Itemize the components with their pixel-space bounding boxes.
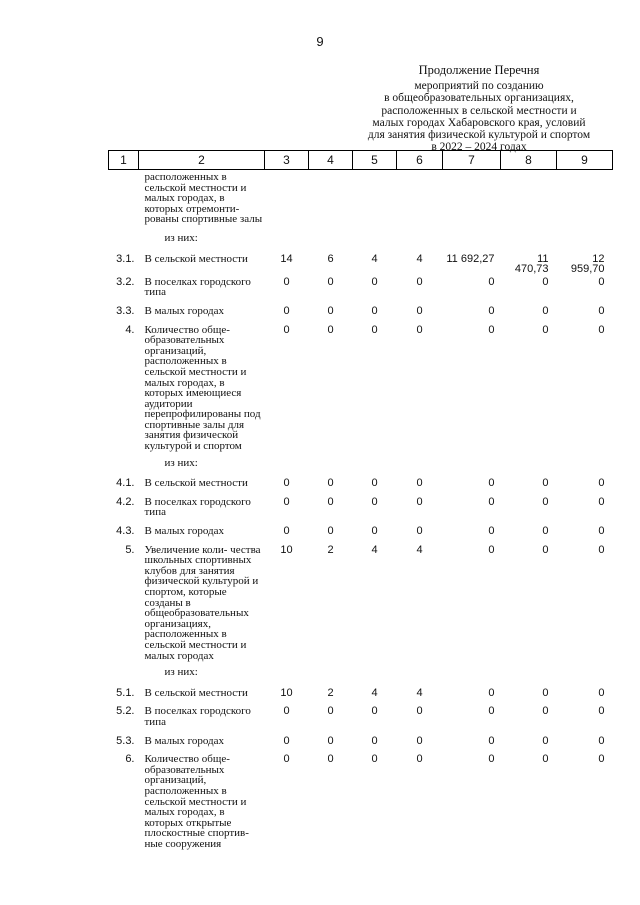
value-cell: 0 (488, 323, 495, 336)
value-cell: 10 (280, 543, 293, 556)
value-cell: 0 (598, 543, 605, 556)
value-cell (501, 233, 557, 252)
table-row (109, 458, 613, 477)
value-cell (557, 233, 613, 252)
page-number: 9 (316, 34, 324, 49)
value-cell (501, 458, 557, 477)
table-row (109, 524, 613, 543)
value-cell: 0 (283, 495, 290, 508)
value-cell (309, 667, 353, 686)
value-cell (353, 458, 397, 477)
value-cell: 0 (542, 495, 549, 508)
value-cell: 0 (542, 525, 549, 538)
row-number: 3.2. (116, 275, 135, 288)
heading-line: малых городах Хабаровского края, условий (372, 116, 586, 129)
value-cell (265, 667, 309, 686)
row-number: 5. (125, 543, 135, 556)
value-cell: 0 (488, 705, 495, 718)
value-cell: 0 (327, 525, 334, 538)
column-header: 3 (265, 151, 309, 170)
table-row (109, 686, 613, 705)
value-cell (309, 233, 353, 252)
value-cell (443, 667, 501, 686)
value-cell: 0 (598, 686, 605, 699)
value-cell: 4 (416, 686, 423, 699)
row-description: из них: (164, 231, 198, 244)
table-row (109, 170, 613, 233)
value-cell: 0 (488, 495, 495, 508)
value-cell (353, 170, 397, 233)
value-cell: 0 (488, 686, 495, 699)
value-cell: 10 (280, 686, 293, 699)
value-cell: 0 (371, 734, 378, 747)
table-body (109, 170, 613, 856)
column-header: 9 (557, 151, 613, 170)
value-cell: 0 (327, 304, 334, 317)
table-row (109, 323, 613, 458)
value-cell: 0 (598, 304, 605, 317)
value-cell: 0 (283, 705, 290, 718)
row-number: 4.3. (116, 525, 135, 538)
value-cell: 0 (416, 705, 423, 718)
value-cell: 0 (327, 753, 334, 766)
value-cell: 0 (327, 477, 334, 490)
value-cell: 0 (542, 705, 549, 718)
value-cell (397, 458, 443, 477)
column-header: 7 (443, 151, 501, 170)
row-description: В сельской местности (144, 252, 248, 265)
value-cell (443, 170, 501, 233)
measures-table (108, 150, 613, 855)
value-cell: 0 (327, 323, 334, 336)
column-header: 2 (139, 151, 265, 170)
value-cell: 0 (488, 477, 495, 490)
value-cell: 0 (542, 734, 549, 747)
value-cell (443, 458, 501, 477)
value-cell: 0 (598, 275, 605, 288)
heading-line: в 2022 – 2024 годах (431, 141, 527, 154)
value-cell: 11 692,27 (446, 252, 495, 265)
table-row (109, 476, 613, 495)
column-header: 4 (309, 151, 353, 170)
value-cell: 0 (542, 543, 549, 556)
value-cell: 0 (283, 734, 290, 747)
row-description: В поселках городского типа (144, 275, 251, 299)
document-heading (348, 64, 610, 153)
table-row (109, 543, 613, 668)
value-cell: 0 (488, 275, 495, 288)
value-cell: 0 (283, 275, 290, 288)
row-description: Количество обще- образовательных организаций, расположенных в сельской местности и малых городах, в которых имеющиеся аудитории перепрофилированы под спортивные залы для занятия физической культурой и спортом (144, 323, 261, 453)
value-cell: 0 (598, 323, 605, 336)
value-cell: 0 (371, 495, 378, 508)
row-number: 3.1. (116, 252, 135, 265)
table-row (109, 495, 613, 524)
table-row (109, 734, 613, 753)
row-description: Количество обще- образовательных организаций, расположенных в сельской местности и малых городах, в которых открытые плоскостные спортив- ные сооружения (144, 753, 249, 850)
continuation-label: Продолжение Перечня (418, 63, 540, 77)
value-cell: 0 (327, 705, 334, 718)
value-cell: 0 (283, 304, 290, 317)
value-cell: 0 (371, 477, 378, 490)
value-cell: 0 (416, 275, 423, 288)
value-cell: 0 (371, 705, 378, 718)
row-description: расположенных в сельской местности и малых городах, в которых отремонти- рованы спортивные залы (144, 171, 263, 226)
row-number: 5.1. (116, 686, 135, 699)
value-cell: 0 (542, 304, 549, 317)
row-description: В малых городах (144, 304, 224, 317)
value-cell (397, 233, 443, 252)
value-cell (397, 170, 443, 233)
column-header: 8 (501, 151, 557, 170)
value-cell (397, 667, 443, 686)
value-cell (265, 458, 309, 477)
value-cell: 0 (488, 304, 495, 317)
value-cell: 0 (416, 525, 423, 538)
value-cell: 0 (416, 477, 423, 490)
value-cell: 0 (371, 323, 378, 336)
value-cell (557, 170, 613, 233)
table-row (109, 233, 613, 252)
table-row (109, 704, 613, 733)
value-cell: 2 (327, 543, 334, 556)
value-cell: 0 (327, 495, 334, 508)
value-cell: 0 (416, 304, 423, 317)
heading-line: расположенных в сельской местности и (381, 104, 577, 117)
value-cell: 0 (283, 477, 290, 490)
value-cell: 4 (416, 543, 423, 556)
value-cell: 0 (598, 753, 605, 766)
row-description: Увеличение коли- чества школьных спортивных клубов для занятия физической культурой и спортом, которые созданы в общеобразовательных организациях, расположенных в сельской местности и малых городах (144, 543, 261, 662)
row-number (109, 233, 139, 252)
row-description: В сельской местности (144, 477, 248, 490)
value-cell: 0 (542, 753, 549, 766)
value-cell: 12 959,70 (570, 252, 605, 276)
value-cell: 0 (542, 686, 549, 699)
value-cell: 0 (371, 525, 378, 538)
value-cell: 0 (283, 525, 290, 538)
value-cell: 0 (488, 753, 495, 766)
value-cell: 2 (327, 686, 334, 699)
table-row (109, 252, 613, 275)
row-number: 5.2. (116, 705, 135, 718)
value-cell: 0 (283, 323, 290, 336)
heading-line: мероприятий по созданию (414, 80, 544, 93)
heading-line: для занятия физической культурой и спортом (367, 129, 591, 142)
value-cell (265, 233, 309, 252)
value-cell: 11 470,73 (514, 252, 549, 276)
row-number: 3.3. (116, 304, 135, 317)
column-header: 1 (109, 151, 139, 170)
value-cell: 14 (280, 252, 293, 265)
value-cell (501, 667, 557, 686)
row-number: 5.3. (116, 734, 135, 747)
table-header-row (109, 151, 613, 170)
value-cell (309, 170, 353, 233)
row-description: В поселках городского типа (144, 495, 251, 519)
value-cell: 0 (542, 477, 549, 490)
value-cell: 0 (598, 734, 605, 747)
heading-line: в общеобразовательных организациях, (384, 92, 574, 105)
value-cell: 0 (371, 304, 378, 317)
value-cell (265, 170, 309, 233)
value-cell: 0 (598, 477, 605, 490)
value-cell: 0 (327, 734, 334, 747)
value-cell (557, 458, 613, 477)
value-cell: 6 (327, 252, 334, 265)
value-cell: 0 (598, 525, 605, 538)
table-row (109, 275, 613, 304)
value-cell (353, 233, 397, 252)
row-description: из них: (164, 456, 198, 469)
table-row (109, 667, 613, 686)
value-cell: 0 (327, 275, 334, 288)
row-description: из них: (164, 666, 198, 679)
value-cell: 0 (283, 753, 290, 766)
table-row (109, 752, 613, 855)
value-cell: 4 (371, 686, 378, 699)
value-cell: 0 (598, 705, 605, 718)
value-cell: 0 (542, 323, 549, 336)
row-number: 6. (125, 753, 135, 766)
table-row (109, 304, 613, 323)
value-cell (557, 667, 613, 686)
value-cell (501, 170, 557, 233)
value-cell: 0 (416, 753, 423, 766)
row-number: 4.1. (116, 477, 135, 490)
value-cell: 0 (488, 543, 495, 556)
row-number: 4.2. (116, 495, 135, 508)
row-description: В поселках городского типа (144, 705, 251, 728)
value-cell: 0 (542, 275, 549, 288)
value-cell: 4 (416, 252, 423, 265)
value-cell: 0 (416, 323, 423, 336)
value-cell: 0 (371, 275, 378, 288)
value-cell: 0 (488, 734, 495, 747)
column-header: 6 (397, 151, 443, 170)
value-cell: 0 (598, 495, 605, 508)
row-number (109, 458, 139, 477)
value-cell: 0 (416, 495, 423, 508)
column-header: 5 (353, 151, 397, 170)
row-description: В сельской местности (144, 686, 248, 699)
row-number (109, 170, 139, 233)
value-cell: 0 (488, 525, 495, 538)
value-cell: 0 (416, 734, 423, 747)
value-cell: 0 (371, 753, 378, 766)
value-cell: 4 (371, 252, 378, 265)
row-number: 4. (125, 323, 135, 336)
row-description: В малых городах (144, 525, 224, 538)
value-cell (443, 233, 501, 252)
value-cell: 4 (371, 543, 378, 556)
value-cell (309, 458, 353, 477)
row-description: В малых городах (144, 734, 224, 747)
value-cell (353, 667, 397, 686)
row-number (109, 667, 139, 686)
